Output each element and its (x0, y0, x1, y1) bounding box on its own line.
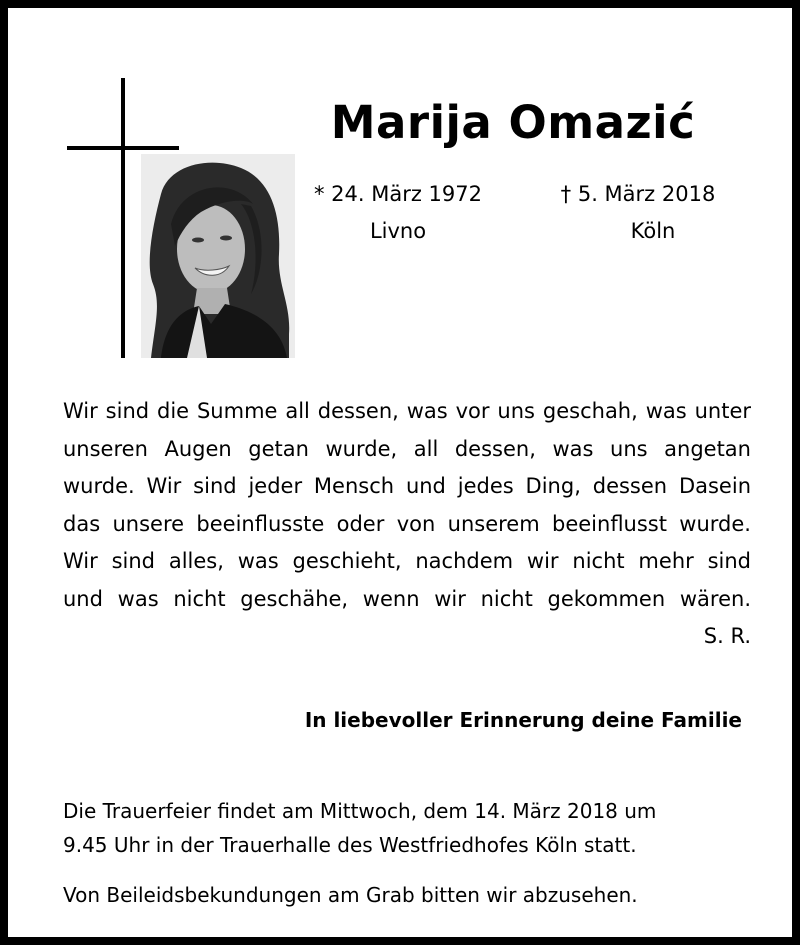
cross-icon-bar (67, 146, 179, 150)
condolence-note: Von Beileidsbekundungen am Grab bitten wir abzusehen. (63, 883, 638, 907)
deceased-name: Marija Omazić (330, 96, 696, 149)
poem-line: Wir sind alles, was geschieht, nachdem wir nicht mehr sind (63, 549, 751, 573)
funeral-info (63, 794, 763, 862)
poem-line: das unsere beeinflusste oder von unserem beeinflusst wurde. (63, 511, 751, 536)
cross-icon (121, 78, 125, 358)
portrait-photo (141, 154, 295, 358)
funeral-info-line: Die Trauerfeier findet am Mittwoch, dem 14. März 2018 um (63, 799, 657, 823)
birth-date: * 24. März 1972 (313, 182, 482, 206)
poem-line: und was nicht geschähe, wenn wir nicht gekommen wären. (63, 586, 751, 611)
poem-line: unseren Augen getan wurde, all dessen, was uns angetan (63, 436, 751, 461)
poem (63, 393, 751, 656)
poem-author: S. R. (703, 624, 751, 648)
death-place: Köln (630, 219, 676, 243)
birth-place: Livno (369, 219, 427, 243)
poem-line: Wir sind die Summe all dessen, was vor uns geschah, was unter (63, 399, 751, 423)
family-signature: In liebevoller Erinnerung deine Familie (304, 708, 742, 732)
poem-line: wurde. Wir sind jeder Mensch und jedes Ding, dessen Dasein (63, 474, 751, 498)
funeral-info-line: 9.45 Uhr in der Trauerhalle des Westfriedhofes Köln statt. (63, 833, 637, 857)
death-date: † 5. März 2018 (560, 182, 716, 206)
